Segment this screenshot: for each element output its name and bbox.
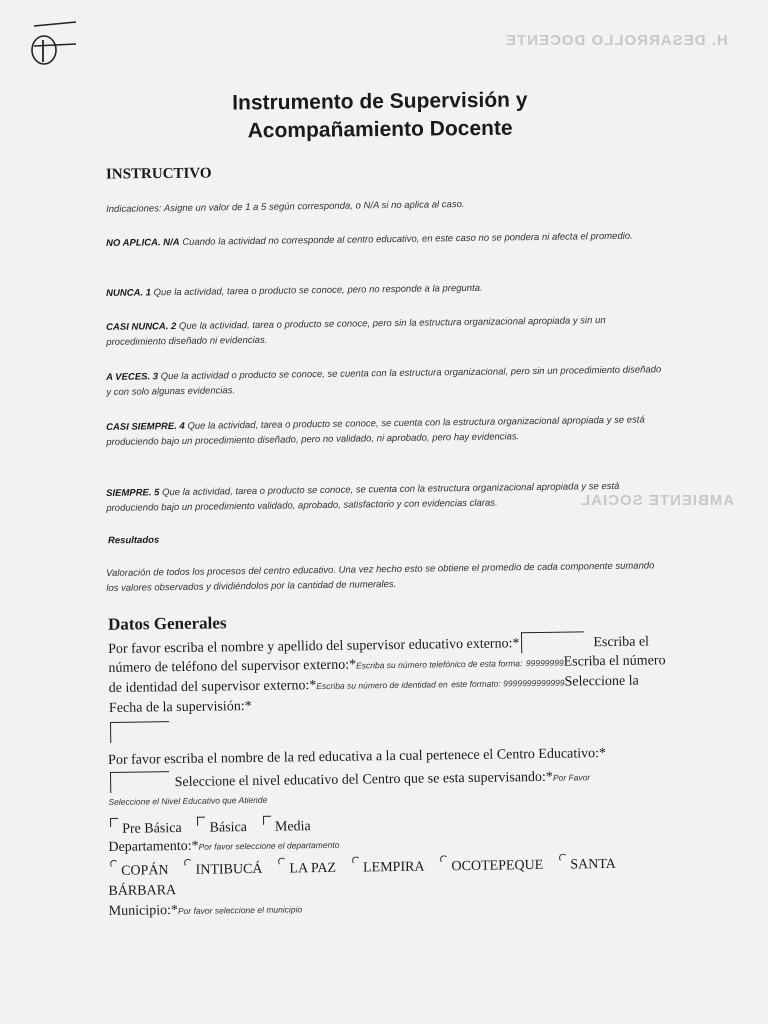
instruction-label: A VECES. 3	[106, 371, 159, 383]
id-hint: Escriba su número de identidad en	[316, 679, 448, 692]
date-input-row	[108, 714, 668, 743]
supervisor-name-label: Por favor escriba el nombre y apellido del supervisor educativo externo:*	[108, 636, 520, 657]
departamento-radio-intibuca[interactable]	[184, 859, 192, 867]
date-label: Seleccione la Fecha de la supervisión:*	[108, 673, 639, 716]
instruction-text: Que la actividad, tarea o producto se conoce, pero no responde a la pregunta.	[150, 282, 483, 299]
phone-hint: Escriba su número telefónico de esta forma:	[355, 658, 523, 671]
instruction-label: CASI NUNCA. 2	[106, 321, 177, 333]
nivel-checkbox-basica[interactable]	[197, 817, 205, 826]
instruction-siempre	[106, 478, 666, 516]
datos-generales-heading: Datos Generales	[107, 613, 227, 634]
supervisor-name-input[interactable]	[521, 631, 584, 653]
red-label: Por favor escriba el nombre de la red educativa a la cual pertenece el Centro Educativo:*	[108, 746, 607, 768]
nivel-row	[108, 764, 668, 811]
phone-label: el número de teléfono del supervisor externo:*	[108, 634, 650, 676]
id-label: Escriba el número de identidad del supervisor externo:*	[108, 653, 666, 696]
departamento-option-la-paz: LA PAZ	[289, 860, 337, 877]
departamento-options-row	[108, 852, 669, 922]
nivel-option-pre-basica: Pre Básica	[122, 820, 182, 837]
indicaciones-text: Indicaciones: Asigne un valor de 1 a 5 según corresponda, o N/A si no aplica al caso.	[106, 198, 465, 215]
nivel-option-basica: Básica	[209, 820, 248, 836]
resultados-heading: Resultados	[107, 534, 160, 547]
departamento-option-santa-barbara: SANTA BÁRBARA	[108, 856, 616, 899]
instruction-casi-siempre	[106, 412, 666, 450]
instruction-text: Cuando la actividad no corresponde al centro educativo, en este caso no se pondera ni afecta el promedio.	[179, 230, 633, 248]
instruction-no-aplica	[106, 228, 666, 251]
bleed-through-header: H. DESARROLLO DOCENTE	[505, 32, 728, 49]
departamento-radio-ocotepeque[interactable]	[440, 855, 448, 863]
departamento-hint: Por favor seleccione el departamento	[198, 839, 340, 852]
resultados-text: Valoración de todos los procesos del centro educativo. Una vez hecho esto se obtiene el promedio de cada componente sumando los valores observados y dividiéndolos por la cantidad de numerales.	[106, 560, 655, 594]
instruction-label: CASI SIEMPRE. 4	[106, 420, 185, 433]
datos-generales-form	[108, 630, 669, 718]
instruction-text: Que la actividad o producto se conoce, se cuenta con la estructura organizacional, pero sin un procedimiento diseñado y con solo algunas evidencias.	[106, 364, 662, 398]
handwritten-page-mark	[28, 18, 78, 68]
municipio-hint: Por favor seleccione el municipio	[177, 904, 303, 917]
departamento-radio-copan[interactable]	[110, 860, 118, 868]
nivel-hint: Por Favor	[552, 772, 591, 783]
bleed-through-section: AMBIENTE SOCIAL	[580, 492, 735, 509]
instruction-casi-nunca	[106, 312, 666, 350]
nivel-hint-line-2: Seleccione el Nivel Educativo que Atiende	[108, 794, 268, 807]
title-line-1: Instrumento de Supervisión y	[232, 88, 528, 115]
instruction-label: NO APLICA. N/A	[106, 236, 180, 249]
instruction-a-veces	[106, 362, 666, 400]
departamento-option-copan: COPÁN	[121, 863, 169, 879]
nivel-option-media: Media	[274, 819, 311, 835]
departamento-option-ocotepeque: OCOTEPEQUE	[451, 857, 544, 875]
date-input[interactable]	[110, 721, 169, 743]
instruction-label: SIEMPRE. 5	[106, 487, 160, 499]
instruction-text: Que la actividad, tarea o producto se conoce, se cuenta con la estructura organizacional apropiada y se está produciendo bajo un procedimiento diseñado, pero no validado, ni aprobado, pero hay evidencias.	[106, 414, 645, 448]
departamento-option-lempira: LEMPIRA	[362, 859, 425, 876]
document-title	[150, 86, 611, 147]
departamento-radio-la-paz[interactable]	[278, 858, 286, 866]
instructivo-heading: INSTRUCTIVO	[105, 165, 212, 183]
nivel-checkbox-media[interactable]	[263, 816, 271, 825]
nivel-checkbox-pre-basica[interactable]	[110, 818, 118, 827]
nivel-label: Seleccione el nivel educativo del Centro que se esta supervisando:*	[174, 769, 554, 791]
phone-label-prefix: Escriba	[593, 634, 636, 651]
instruction-text: Que la actividad, tarea o producto se conoce, se cuenta con la estructura organizacional apropiada y se está produciendo bajo un procedimiento validado, aprobado, satisfactorio y con evidencias claras.	[106, 480, 620, 514]
departamento-label: Departamento:*	[108, 838, 199, 855]
nivel-options-row	[108, 810, 668, 857]
instruction-text: Que la actividad, tarea o producto se conoce, pero sin la estructura organizacional apropiada y sin un procedimiento diseñado ni evidencias.	[106, 315, 606, 348]
instruction-label: NUNCA. 1	[106, 287, 152, 299]
departamento-option-intibuca: INTIBUCÁ	[195, 861, 263, 878]
phone-format: 99999999	[525, 657, 564, 669]
title-line-2: Acompañamiento Docente	[247, 116, 513, 143]
departamento-radio-santa-barbara[interactable]	[559, 854, 567, 862]
id-format: este formato: 9999999999999	[451, 677, 565, 690]
red-input[interactable]	[110, 771, 169, 793]
municipio-label: Municipio:*	[108, 903, 179, 919]
departamento-radio-lempira[interactable]	[352, 856, 360, 864]
instruction-nunca	[106, 278, 666, 301]
